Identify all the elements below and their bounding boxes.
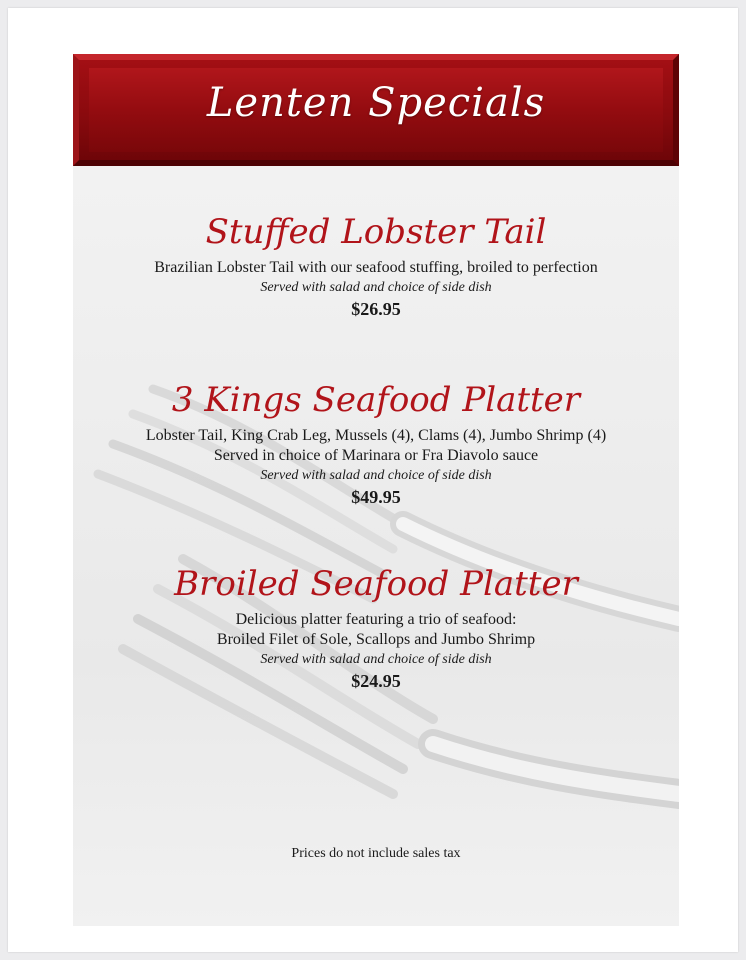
dish-name: Broiled Seafood Platter [174, 564, 578, 604]
dish-note: Served with salad and choice of side dish [260, 468, 492, 483]
dish-3-kings-seafood-platter [73, 380, 679, 508]
dish-name: Stuffed Lobster Tail [205, 212, 547, 252]
dish-description: Broiled Filet of Sole, Scallops and Jumbo Shrimp [216, 631, 536, 648]
dish-price: $24.95 [351, 671, 401, 691]
dish-description: Delicious platter featuring a trio of seafood: [235, 611, 517, 628]
tax-footnote: Prices do not include sales tax [291, 846, 461, 861]
dish-description: Served in choice of Marinara or Fra Diavolo sauce [213, 447, 539, 464]
dish-price: $26.95 [351, 299, 401, 319]
dish-stuffed-lobster-tail [73, 212, 679, 320]
dish-name: 3 Kings Seafood Platter [171, 380, 581, 420]
dish-price: $49.95 [351, 487, 401, 507]
dish-description: Brazilian Lobster Tail with our seafood stuffing, broiled to perfection [154, 259, 598, 276]
menu-card [73, 54, 679, 926]
dish-description: Lobster Tail, King Crab Leg, Mussels (4), Clams (4), Jumbo Shrimp (4) [145, 427, 607, 444]
page-title: Lenten Specials [206, 80, 546, 126]
dish-note: Served with salad and choice of side dish [260, 652, 492, 667]
title-banner [73, 54, 679, 166]
dish-note: Served with salad and choice of side dish [260, 280, 492, 295]
dish-broiled-seafood-platter [73, 564, 679, 692]
